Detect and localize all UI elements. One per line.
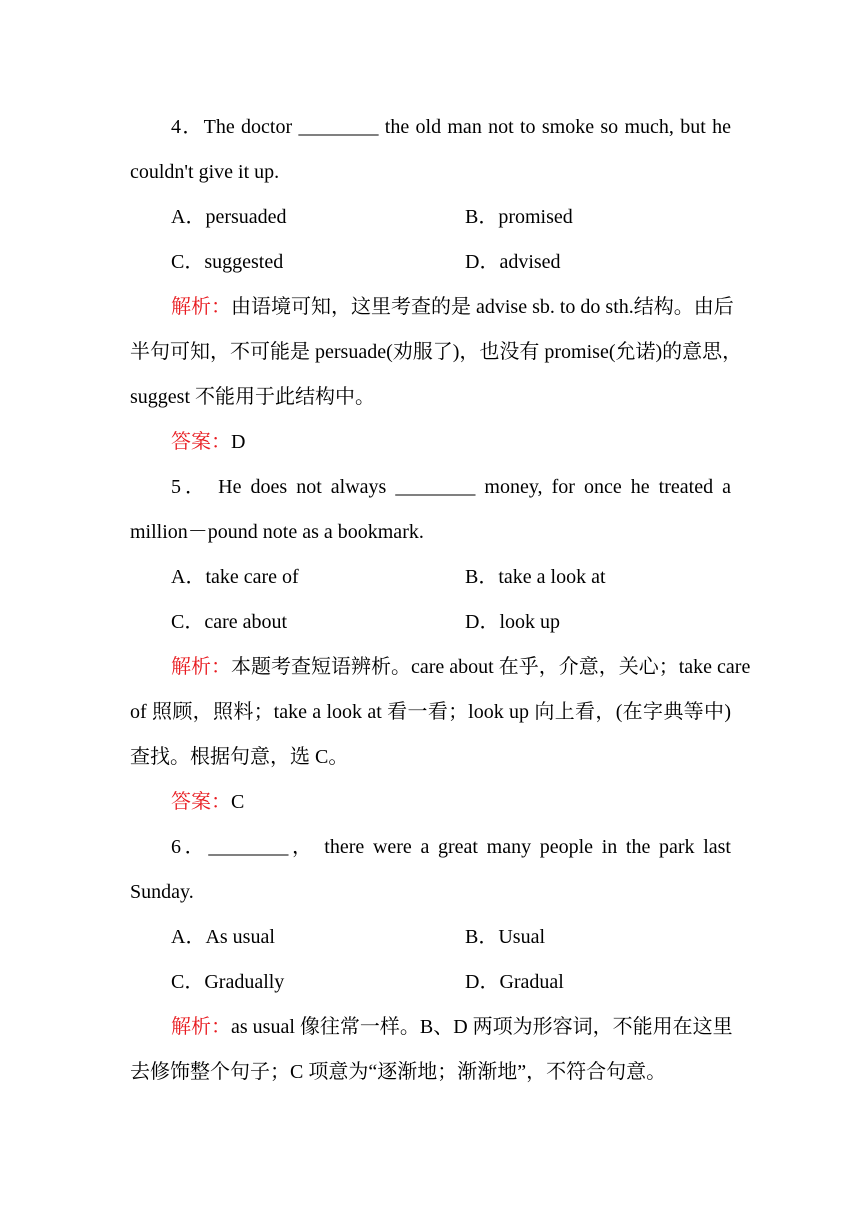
analysis-label: 解析： [171, 1016, 231, 1038]
option-b: B．Usual [465, 926, 545, 948]
answer-label: 答案： [171, 791, 231, 813]
option-c: C．care about [171, 611, 288, 633]
answer-label: 答案： [171, 431, 231, 453]
option-d: D．look up [465, 611, 560, 633]
question-6-stem-line-1: 6．________， there were a great many people in the park last [171, 836, 731, 858]
analysis-label: 解析： [171, 656, 231, 678]
answer-value: D [231, 431, 246, 453]
question-4-analysis-line-3: suggest 不能用于此结构中。 [130, 386, 375, 408]
question-6-options-row-2 [171, 967, 731, 997]
question-6-analysis-line-1 [171, 1012, 731, 1042]
option-d: D．Gradual [465, 971, 564, 993]
question-6-analysis-line-2: 去修饰整个句子；C 项意为“逐渐地；渐渐地”，不符合句意。 [130, 1061, 667, 1083]
question-4-options-row-1 [171, 202, 731, 232]
option-b: B．promised [465, 206, 573, 228]
analysis-text: 由语境可知，这里考查的是 advise sb. to do sth.结构。由后 [231, 296, 734, 318]
option-c: C．suggested [171, 251, 284, 273]
analysis-text: as usual 像往常一样。B、D 两项为形容词，不能用在这里 [231, 1016, 733, 1038]
option-a: A．take care of [171, 566, 299, 588]
option-a: A．As usual [171, 926, 275, 948]
question-4-stem-line-2: couldn't give it up. [130, 161, 280, 183]
option-d: D．advised [465, 251, 561, 273]
question-5-options-row-2 [171, 607, 731, 637]
option-c: C．Gradually [171, 971, 285, 993]
option-b: B．take a look at [465, 566, 606, 588]
question-4-options-row-2 [171, 247, 731, 277]
question-4-analysis-line-1 [171, 292, 734, 322]
question-5-stem-line-1: 5． He does not always ________ money, for once he treated a [171, 476, 731, 498]
question-4-analysis-line-2: 半句可知，不可能是 persuade(劝服了)，也没有 promise(允诺)的意思， [130, 341, 743, 363]
question-5-analysis-line-2: of 照顾，照料；take a look at 看一看；look up 向上看，(在字典等中) [130, 701, 731, 723]
question-6-options-row-1 [171, 922, 731, 952]
question-5-options-row-1 [171, 562, 731, 592]
question-5-answer [171, 787, 731, 817]
answer-value: C [231, 791, 245, 813]
analysis-label: 解析： [171, 296, 231, 318]
question-6-stem-line-2: Sunday. [130, 881, 194, 903]
question-5-analysis-line-1 [171, 652, 751, 682]
question-5-analysis-line-3: 查找。根据句意，选 C。 [130, 746, 349, 768]
question-4-answer [171, 427, 731, 457]
question-5-stem-line-2: million－pound note as a bookmark. [130, 521, 424, 543]
analysis-text: 本题考查短语辨析。care about 在乎，介意，关心；take care [231, 656, 751, 678]
option-a: A．persuaded [171, 206, 287, 228]
question-4-stem-line-1: 4．The doctor ________ the old man not to smoke so much, but he [171, 116, 731, 138]
